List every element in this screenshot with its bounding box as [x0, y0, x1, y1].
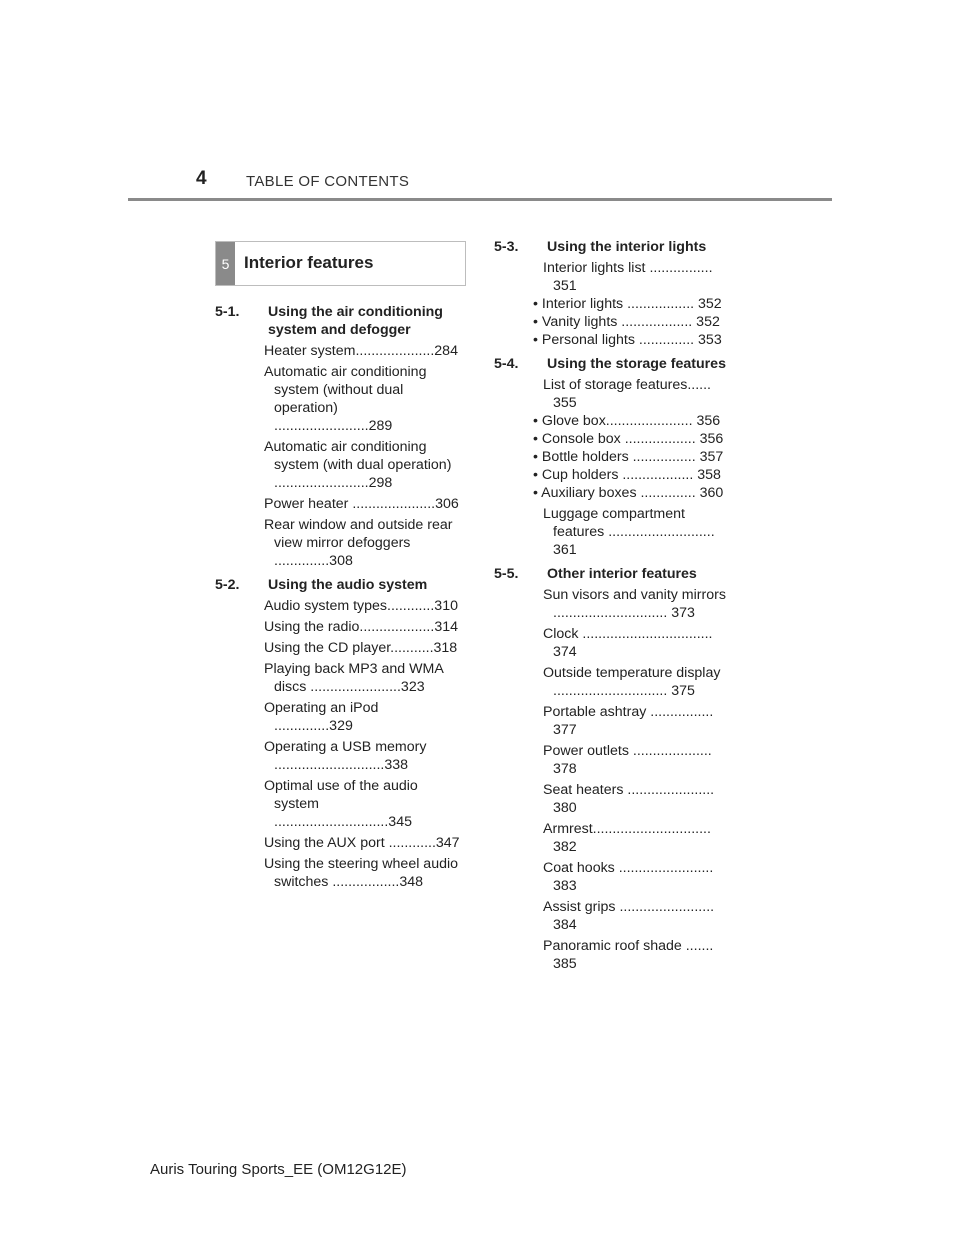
- toc-entry[interactable]: Interior lights list ................ 351: [543, 260, 713, 294]
- section-title: Using the storage features: [547, 356, 726, 372]
- toc-entry[interactable]: Panoramic roof shade ....... 385: [543, 938, 714, 972]
- toc-sub-entry[interactable]: • Console box .................. 356: [533, 431, 724, 447]
- toc-entry[interactable]: Armrest.............................. 382: [543, 821, 711, 855]
- toc-entry[interactable]: List of storage features...... 355: [543, 377, 711, 411]
- toc-entry[interactable]: Using the radio...................314: [264, 619, 458, 635]
- toc-sub-entry[interactable]: • Glove box...................... 356: [533, 413, 721, 429]
- toc-entry[interactable]: Using the AUX port ............347: [264, 835, 460, 851]
- toc-sub-entry[interactable]: • Interior lights ................. 352: [533, 296, 722, 312]
- toc-section-heading[interactable]: [494, 238, 734, 256]
- toc-sub-entry[interactable]: • Auxiliary boxes .............. 360: [533, 485, 724, 501]
- toc-right-column: [494, 238, 734, 973]
- toc-entry[interactable]: Power outlets .................... 378: [543, 743, 712, 777]
- toc-entry[interactable]: Using the CD player...........318: [264, 640, 458, 656]
- toc-entry[interactable]: Audio system types............310: [264, 598, 458, 614]
- toc-sub-entry[interactable]: • Vanity lights .................. 352: [533, 314, 720, 330]
- toc-section-heading[interactable]: [215, 576, 460, 594]
- toc-entry[interactable]: Automatic air conditioning system (without dual operation) ........................289: [264, 364, 427, 434]
- toc-entry[interactable]: Operating an iPod ..............329: [264, 700, 379, 734]
- toc-entry[interactable]: Seat heaters ...................... 380: [543, 782, 715, 816]
- toc-entry[interactable]: Automatic air conditioning system (with dual operation) ........................298: [264, 439, 452, 491]
- header-divider: [128, 198, 832, 201]
- toc-section-heading[interactable]: [494, 565, 734, 583]
- toc-entry[interactable]: Portable ashtray ................ 377: [543, 704, 714, 738]
- toc-entry[interactable]: Clock ................................. 374: [543, 626, 713, 660]
- toc-sub-entry[interactable]: • Personal lights .............. 353: [533, 332, 722, 348]
- toc-entry[interactable]: Assist grips ........................ 384: [543, 899, 715, 933]
- toc-entry[interactable]: Coat hooks ........................ 383: [543, 860, 714, 894]
- toc-entry[interactable]: Outside temperature display ............................. 375: [543, 665, 721, 699]
- toc-section-heading[interactable]: [494, 355, 734, 373]
- section-title: Using the air conditioning system and defogger: [268, 304, 443, 338]
- toc-entry[interactable]: Luggage compartment features ........................... 361: [543, 506, 715, 558]
- toc-entry[interactable]: Rear window and outside rear view mirror defoggers ..............308: [264, 517, 453, 569]
- toc-entry[interactable]: Optimal use of the audio system .............................345: [264, 778, 418, 830]
- section-title: Other interior features: [547, 566, 697, 582]
- page-number: 4: [196, 168, 207, 189]
- toc-section-heading[interactable]: [215, 303, 460, 339]
- toc-entry[interactable]: Power heater .....................306: [264, 496, 459, 512]
- section-title: Using the interior lights: [547, 239, 707, 255]
- toc-entry[interactable]: Operating a USB memory ............................338: [264, 739, 427, 773]
- toc-entry[interactable]: Sun visors and vanity mirrors ............................. 373: [543, 587, 726, 621]
- chapter-title: Interior features: [244, 253, 374, 272]
- toc-sub-entry[interactable]: • Cup holders .................. 358: [533, 467, 721, 483]
- section-title: Using the audio system: [268, 577, 428, 593]
- footer-doc-id: Auris Touring Sports_EE (OM12G12E): [150, 1161, 407, 1178]
- section-number: 5-3.: [494, 239, 519, 255]
- page-title: TABLE OF CONTENTS: [246, 173, 410, 190]
- chapter-heading: [215, 241, 466, 286]
- toc-sub-entry[interactable]: • Bottle holders ................ 357: [533, 449, 724, 465]
- section-number: 5-2.: [215, 577, 240, 593]
- chapter-number-tab: 5: [216, 242, 235, 285]
- section-number: 5-1.: [215, 304, 240, 320]
- toc-entry[interactable]: Heater system....................284: [264, 343, 458, 359]
- toc-entry[interactable]: Playing back MP3 and WMA discs .......................323: [264, 661, 443, 695]
- toc-entry[interactable]: Using the steering wheel audio switches .................348: [264, 856, 459, 890]
- section-number: 5-5.: [494, 566, 519, 582]
- toc-left-column: [215, 303, 460, 891]
- section-number: 5-4.: [494, 356, 519, 372]
